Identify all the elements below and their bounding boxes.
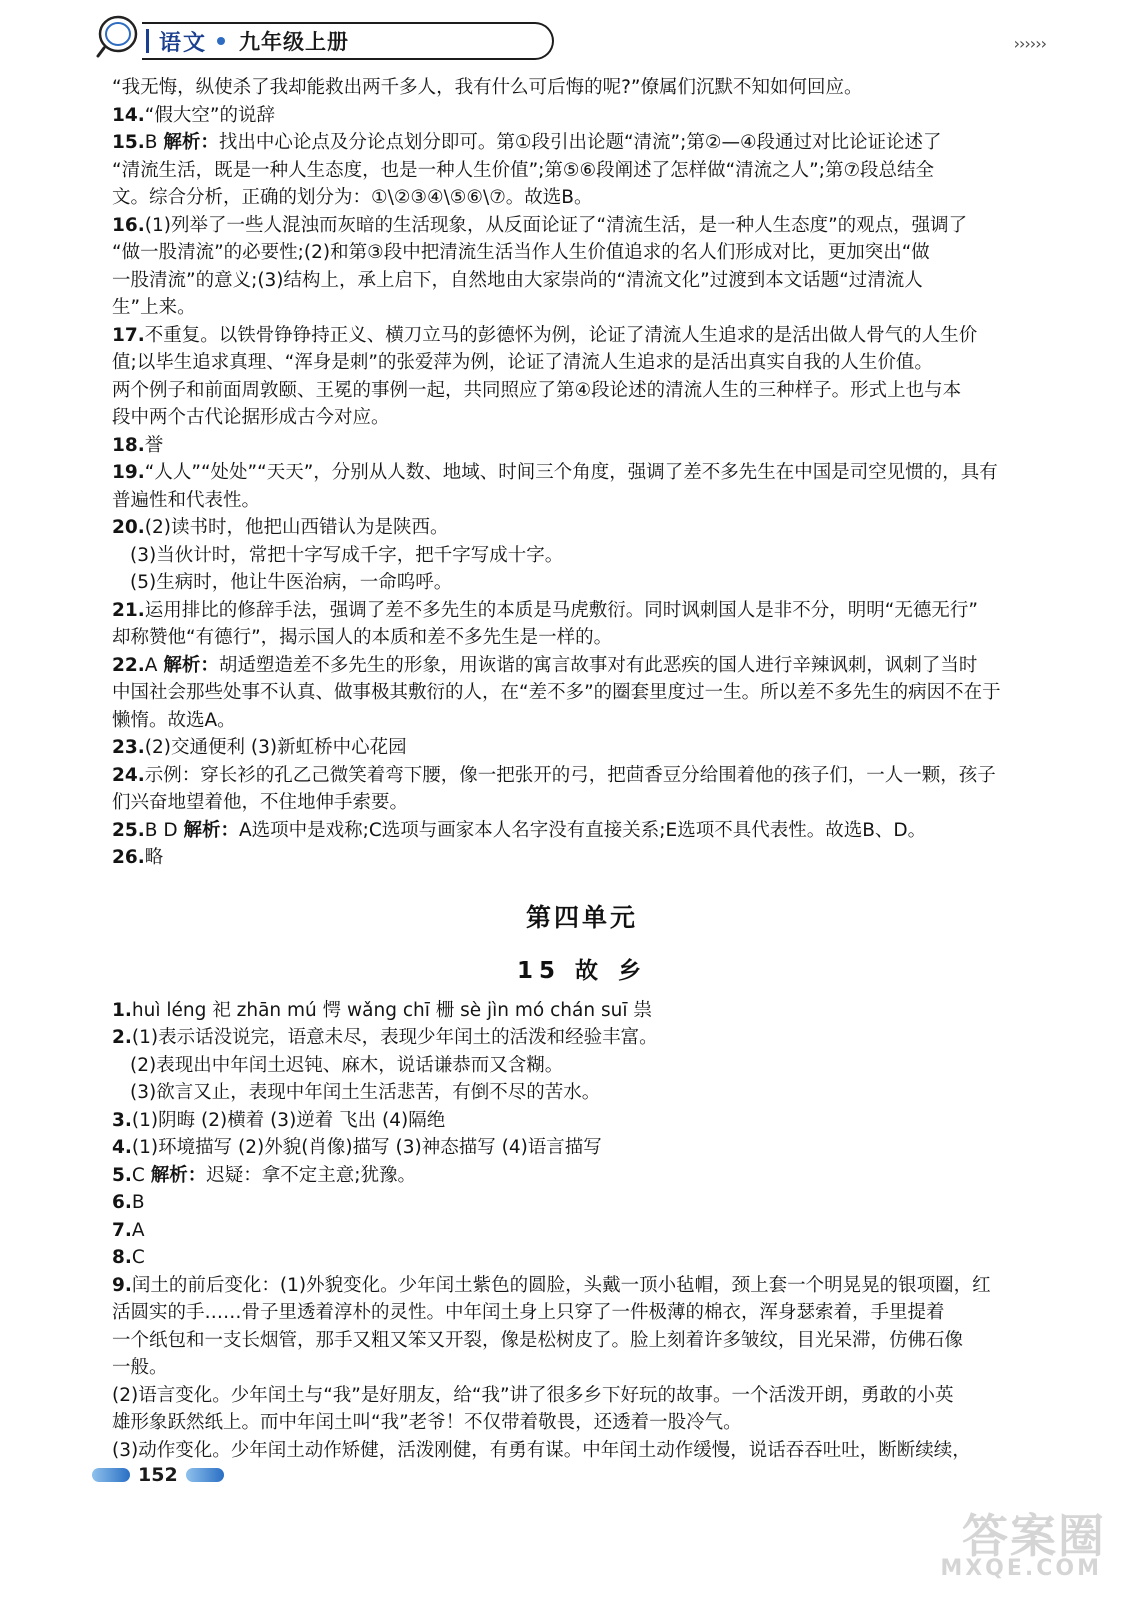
answer-text: 不重复。以铁骨铮铮持正义、横刀立马的彭德怀为例，论证了清流人生追求的是活出做人骨气的人生价 <box>144 324 978 346</box>
answer-text: “我无悔，纵使杀了我却能救出两千多人，我有什么可后悔的呢?”僚属们沉默不知如何回应。 <box>112 77 863 98</box>
answer-text: 懒惰。故选A。 <box>112 709 236 731</box>
title-separator <box>146 29 149 53</box>
answer-text: (1)环境描写 (2)外貌(肖像)描写 (3)神态描写 (4)语言描写 <box>131 1137 602 1158</box>
answer-line <box>112 597 1052 625</box>
answer-number: 22. <box>112 654 145 676</box>
answer-line <box>112 322 1052 350</box>
answer-line <box>112 157 1052 185</box>
answer-text: huì léng 祀 zhān mú 愕 wǎng chī 栅 sè jìn mó chán suī 祟 <box>131 999 652 1021</box>
answer-line <box>112 74 1052 102</box>
answer-number: 26. <box>112 847 145 868</box>
answer-line <box>112 212 1052 240</box>
answer-text: 誉 <box>144 434 164 456</box>
answer-line <box>112 789 1052 817</box>
answer-list-top <box>112 74 1052 872</box>
analysis-label: 解析： <box>183 819 239 841</box>
answer-text: 一般。 <box>112 1357 168 1378</box>
answer-text: 胡适塑造差不多先生的形象，用诙谐的寓言故事对有此恶疾的国人进行辛辣讽刺，讽刺了当时 <box>218 654 978 676</box>
answer-number: 2. <box>112 1027 132 1048</box>
answer-text: 迟疑：拿不定主意;犹豫。 <box>206 1164 416 1186</box>
analysis-label: 解析： <box>163 132 219 153</box>
answer-line <box>112 1189 1052 1217</box>
answer-text: 一股清流”的意义;(3)结构上，承上启下，自然地由大家崇尚的“清流文化”过渡到本文话题“过清流人 <box>112 269 923 291</box>
answer-text: 普遍性和代表性。 <box>112 489 261 511</box>
answer-number: 5. <box>112 1164 132 1186</box>
answer-line <box>112 997 1052 1025</box>
subject-label: 语文 <box>159 30 208 56</box>
answer-line <box>112 1437 1052 1465</box>
answer-text: B <box>144 132 164 153</box>
answer-line <box>112 624 1052 652</box>
answer-text: A选项中是戏称;C选项与画家本人名字没有直接关系;E选项不具代表性。故选B、D。 <box>239 819 927 841</box>
magnifier-logo-icon <box>96 14 144 58</box>
watermark-sub-text: MXQE.COM <box>940 1556 1102 1581</box>
dot-icon <box>217 37 225 45</box>
answer-content <box>112 74 1052 1464</box>
answer-line <box>112 817 1052 845</box>
answer-number: 9. <box>112 1274 132 1296</box>
answer-text: 值;以毕生追求真理、“浑身是刺”的张爱萍为例，论证了清流人生追求的是活出真实自我的人生价值。 <box>112 352 933 373</box>
answer-line <box>112 1052 1052 1080</box>
answer-text: A <box>131 1219 145 1241</box>
answer-line <box>112 1244 1052 1272</box>
answer-line <box>112 1382 1052 1410</box>
chevrons-icon: ›››››› <box>1013 34 1046 53</box>
answer-line <box>112 487 1052 515</box>
page-pill-right-icon <box>186 1468 224 1482</box>
answer-line <box>112 184 1052 212</box>
answer-line <box>112 762 1052 790</box>
answer-number: 6. <box>112 1192 132 1213</box>
answer-line <box>112 1107 1052 1135</box>
answer-list-bottom <box>112 997 1052 1465</box>
answer-number: 25. <box>112 819 145 841</box>
answer-text: (1)列举了一些人混浊而灰暗的生活现象，从反面论证了“清流生活，是一种人生态度”的观点，强调了 <box>144 214 968 236</box>
answer-line <box>112 1409 1052 1437</box>
answer-number: 21. <box>112 599 145 621</box>
answer-text: 闰土的前后变化：(1)外貌变化。少年闰土紫色的圆脸，头戴一顶小毡帽，颈上套一个明晃晃的银项圈，红 <box>131 1274 991 1296</box>
answer-number: 1. <box>112 999 132 1021</box>
answer-text: “做一股清流”的必要性;(2)和第③段中把清流生活当作人生价值追求的名人们形成对比，更加突出“做 <box>112 242 930 263</box>
answer-text: (2)交通便利 (3)新虹桥中心花园 <box>144 737 407 758</box>
answer-text: (2)语言变化。少年闰土与“我”是好朋友，给“我”讲了很多乡下好玩的故事。一个活泼开朗，勇敢的小英 <box>112 1384 954 1406</box>
answer-text: (5)生病时，他让牛医治病，一命呜呼。 <box>130 572 453 593</box>
answer-text: (3)欲言又止，表现中年闰土生活悲苦，有倒不尽的苦水。 <box>130 1082 601 1103</box>
answer-text: (3)动作变化。少年闰土动作矫健，活泼刚健，有勇有谋。中年闰土动作缓慢，说话吞吞吐吐，断断续续， <box>112 1439 971 1461</box>
answer-text: (1)阴晦 (2)横着 (3)逆着 飞出 (4)隔绝 <box>131 1109 446 1131</box>
watermark-main-text: 答案圈 <box>962 1509 1106 1563</box>
answer-line <box>112 1134 1052 1162</box>
answer-line <box>112 679 1052 707</box>
answer-text: 活圆实的手……骨子里透着淳朴的灵性。中年闰土身上只穿了一件极薄的棉衣，浑身瑟索着，手里提着 <box>112 1302 945 1323</box>
answer-number: 16. <box>112 214 145 236</box>
answer-text: (3)当伙计时，常把十字写成千字，把千字写成十字。 <box>130 544 564 566</box>
answer-text: 运用排比的修辞手法，强调了差不多先生的本质是马虎敷衍。同时讽刺国人是非不分，明明“无德无行” <box>144 599 978 621</box>
answer-text: 找出中心论点及分论点划分即可。第①段引出论题“清流”;第②—④段通过对比论证论述了 <box>218 132 942 153</box>
answer-line <box>112 1299 1052 1327</box>
answer-text: 一个纸包和一支长烟管，那手又粗又笨又开裂，像是松树皮了。脸上刻着许多皱纹，目光呆滞，仿佛石像 <box>112 1329 964 1351</box>
answer-text: 雄形象跃然纸上。而中年闰土叫“我”老爷！不仅带着敬畏，还透着一股冷气。 <box>112 1412 742 1433</box>
analysis-label: 解析： <box>150 1164 207 1186</box>
answer-number: 23. <box>112 737 145 758</box>
answer-line <box>112 569 1052 597</box>
watermark-logo <box>926 1500 1106 1590</box>
answer-line <box>112 734 1052 762</box>
answer-line <box>112 349 1052 377</box>
answer-line <box>112 102 1052 130</box>
answer-number: 17. <box>112 324 145 346</box>
answer-number: 14. <box>112 104 145 126</box>
answer-line <box>112 404 1052 432</box>
answer-text: C <box>131 1164 151 1186</box>
grade-label: 九年级上册 <box>239 30 350 54</box>
answer-line <box>112 844 1052 872</box>
answer-text: C <box>131 1247 145 1268</box>
answer-line <box>112 1354 1052 1382</box>
answer-number: 19. <box>112 462 145 483</box>
unit-title: 第四单元 <box>525 902 638 932</box>
page-pill-left-icon <box>92 1468 130 1482</box>
answer-text: B D <box>144 819 184 841</box>
answer-number: 7. <box>112 1219 132 1241</box>
answer-line <box>112 377 1052 405</box>
answer-text: (2)读书时，他把山西错认为是陕西。 <box>144 517 449 538</box>
answer-number: 8. <box>112 1247 132 1268</box>
answer-text: 略 <box>144 847 164 868</box>
answer-text: 段中两个古代论据形成古今对应。 <box>112 407 390 428</box>
answer-line <box>112 1162 1052 1190</box>
answer-line <box>112 432 1052 460</box>
answer-text: “人人”“处处”“天天”，分别从人数、地域、时间三个角度，强调了差不多先生在中国是司空见惯的，具有 <box>144 462 998 483</box>
page-footer <box>92 1460 224 1490</box>
answer-line <box>112 1327 1052 1355</box>
answer-line <box>112 707 1052 735</box>
answer-text: 生”上来。 <box>112 297 196 318</box>
answer-line <box>112 1024 1052 1052</box>
answer-text: 文。综合分析，正确的划分为：①\②③④\⑤⑥\⑦。故选B。 <box>112 187 593 208</box>
answer-text: A <box>144 654 164 676</box>
answer-number: 4. <box>112 1137 132 1158</box>
page-header <box>96 12 1134 62</box>
answer-line <box>112 1079 1052 1107</box>
title-bar <box>142 22 554 60</box>
answer-line <box>112 459 1052 487</box>
answer-text: 们兴奋地望着他，不住地伸手索要。 <box>112 792 409 813</box>
answer-line <box>112 239 1052 267</box>
answer-line <box>112 514 1052 542</box>
analysis-label: 解析： <box>163 654 219 676</box>
answer-number: 20. <box>112 517 145 538</box>
answer-number: 18. <box>112 434 145 456</box>
answer-line <box>112 652 1052 680</box>
answer-number: 15. <box>112 132 145 153</box>
answer-line <box>112 1217 1052 1245</box>
answer-number: 3. <box>112 1109 132 1131</box>
answer-text: 示例：穿长衫的孔乙己微笑着弯下腰，像一把张开的弓，把茴香豆分给围着他的孩子们，一人一颗，孩子 <box>144 764 996 786</box>
answer-line <box>112 542 1052 570</box>
answer-line <box>112 294 1052 322</box>
lesson-title: 15 故 乡 <box>516 957 648 984</box>
answer-text: 两个例子和前面周敦颐、王冕的事例一起，共同照应了第④段论述的清流人生的三种样子。形式上也与本 <box>112 379 962 401</box>
answer-text: (2)表现出中年闰土迟钝、麻木，说话谦恭而又含糊。 <box>130 1054 564 1076</box>
page-number: 152 <box>138 1464 178 1486</box>
answer-text: (1)表示话没说完，语意未尽，表现少年闰土的活泼和经验丰富。 <box>131 1027 658 1048</box>
answer-text: 中国社会那些处事不认真、做事极其敷衍的人，在“差不多”的圈套里度过一生。所以差不多先生的病因不在于 <box>112 682 1001 703</box>
answer-text: B <box>131 1192 145 1213</box>
answer-text: “清流生活，既是一种人生态度，也是一种人生价值”;第⑤⑥段阐述了怎样做“清流之人”;第⑦段总结全 <box>112 159 935 181</box>
answer-line <box>112 267 1052 295</box>
answer-line <box>112 129 1052 157</box>
answer-line <box>112 1272 1052 1300</box>
answer-text: “假大空”的说辞 <box>144 104 275 126</box>
answer-text: 却称赞他“有德行”，揭示国人的本质和差不多先生是一样的。 <box>112 627 613 648</box>
answer-number: 24. <box>112 764 145 786</box>
